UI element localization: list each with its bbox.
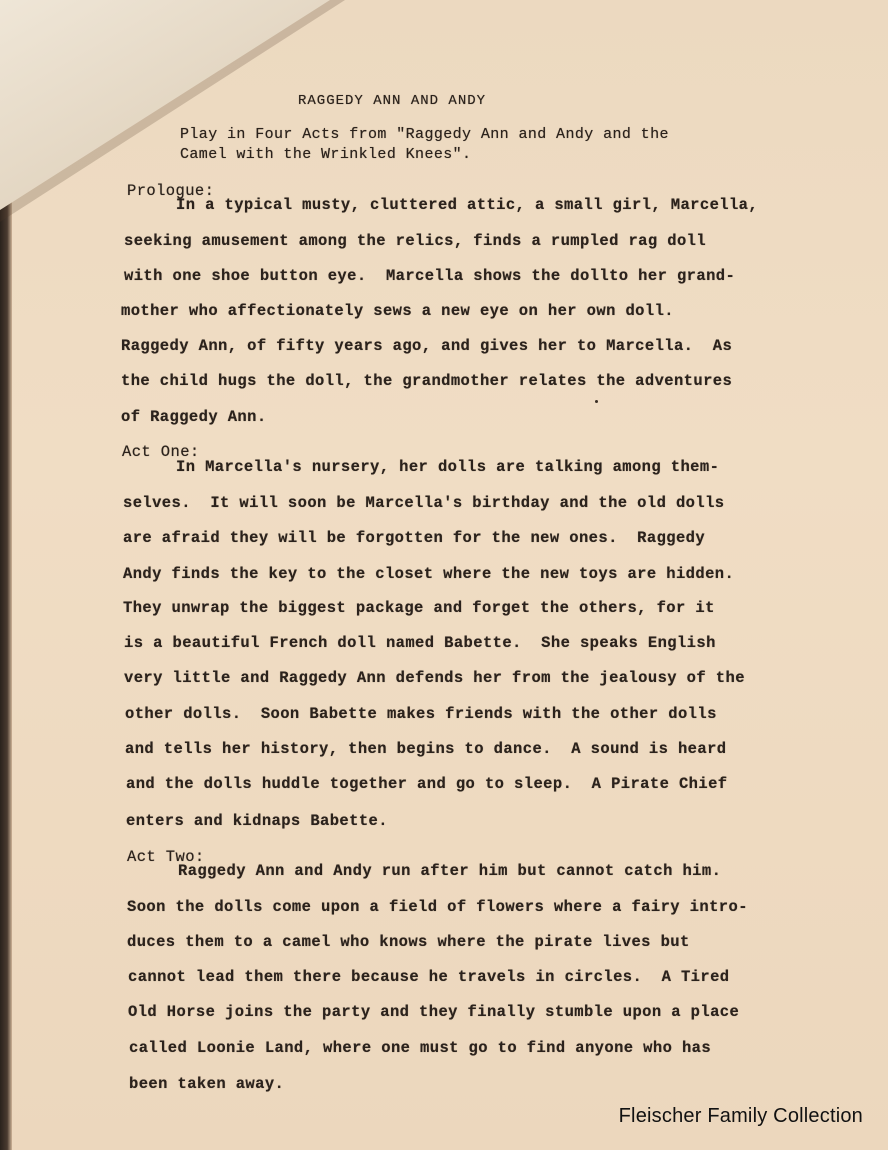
body-line: Raggedy Ann and Andy run after him but cannot catch him. bbox=[178, 862, 722, 880]
body-line: In a typical musty, cluttered attic, a small girl, Marcella, bbox=[176, 196, 759, 214]
body-line: mother who affectionately sews a new eye on her own doll. bbox=[121, 302, 674, 320]
body-line: are afraid they will be forgotten for the new ones. Raggedy bbox=[123, 529, 706, 547]
body-line: seeking amusement among the relics, finds a rumpled rag doll bbox=[124, 232, 707, 250]
body-line: Andy finds the key to the closet where the new toys are hidden. bbox=[123, 565, 735, 583]
body-line: Soon the dolls come upon a field of flowers where a fairy intro- bbox=[127, 898, 748, 916]
body-line: Raggedy Ann, of fifty years ago, and gives her to Marcella. As bbox=[121, 337, 733, 355]
body-line: other dolls. Soon Babette makes friends with the other dolls bbox=[125, 705, 717, 723]
body-line: the child hugs the doll, the grandmother relates the adventures bbox=[121, 372, 733, 390]
subtitle-line: Camel with the Wrinkled Knees". bbox=[180, 146, 472, 163]
body-line: and tells her history, then begins to dance. A sound is heard bbox=[125, 740, 727, 758]
body-line: called Loonie Land, where one must go to find anyone who has bbox=[129, 1039, 712, 1057]
section-heading-act-two: Act Two: bbox=[127, 848, 205, 866]
body-line: and the dolls huddle together and go to sleep. A Pirate Chief bbox=[126, 775, 728, 793]
body-line: They unwrap the biggest package and forget the others, for it bbox=[123, 599, 715, 617]
body-line: selves. It will soon be Marcella's birthday and the old dolls bbox=[123, 494, 725, 512]
body-line: In Marcella's nursery, her dolls are talking among them- bbox=[176, 458, 720, 476]
body-line: cannot lead them there because he travels in circles. A Tired bbox=[128, 968, 730, 986]
body-line: is a beautiful French doll named Babette. She speaks English bbox=[124, 634, 716, 652]
subtitle-line: Play in Four Acts from "Raggedy Ann and Andy and the bbox=[180, 126, 669, 143]
body-line: been taken away. bbox=[129, 1075, 285, 1093]
ink-speck bbox=[595, 400, 598, 403]
body-line: Old Horse joins the party and they finally stumble upon a place bbox=[128, 1003, 740, 1021]
collection-watermark: Fleischer Family Collection bbox=[618, 1105, 863, 1127]
body-line: of Raggedy Ann. bbox=[121, 408, 267, 426]
section-heading-prologue: Prologue: bbox=[127, 182, 215, 200]
page-left-shadow bbox=[0, 170, 12, 1150]
document-title: RAGGEDY ANN AND ANDY bbox=[298, 93, 487, 109]
body-line: duces them to a camel who knows where the pirate lives but bbox=[127, 933, 690, 951]
body-line: very little and Raggedy Ann defends her from the jealousy of the bbox=[124, 669, 745, 687]
body-line: enters and kidnaps Babette. bbox=[126, 812, 388, 830]
folded-corner bbox=[0, 0, 330, 210]
body-line: with one shoe button eye. Marcella shows the dollto her grand- bbox=[124, 267, 736, 285]
section-heading-act-one: Act One: bbox=[122, 443, 200, 461]
